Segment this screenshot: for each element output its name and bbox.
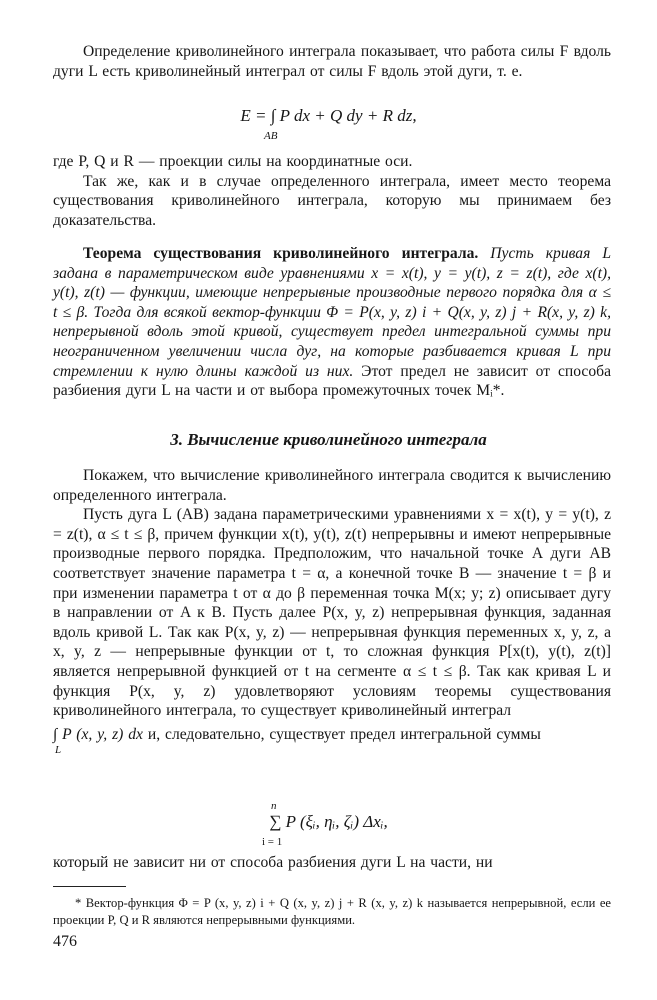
work-formula-subscript: AB [264, 130, 278, 142]
paragraph-work-definition: Определение криволинейного интеграла показывает, что работа силы F вдоль дуги L есть криволинейный интеграл от силы F вдоль этой дуги, т. е. [53, 43, 611, 80]
theorem-block [53, 244, 611, 401]
theorem-title: Теорема существования криволинейного интеграла. [83, 245, 479, 262]
work-formula-expression: E = ∫ P dx + Q dy + R dz, [240, 106, 417, 125]
section-body [53, 466, 611, 756]
work-formula [0, 106, 657, 142]
paragraph-existence-intro: Так же, как и в случае определенного интеграла, имеет место теорема существования криволинейного интеграла, которую мы принимаем без доказательства. [53, 172, 611, 229]
theorem-paragraph [53, 244, 611, 401]
paragraph-integral-line [53, 725, 611, 756]
sum-expression: ∑ P (ξᵢ, ηᵢ, ζᵢ) Δxᵢ, [269, 812, 388, 831]
last-line [53, 853, 611, 873]
paragraph-parametric-arc: Пусть дуга L (AB) задана параметрическими уравнениями x = x(t), y = y(t), z = z(t), α ≤ t ≤ β, причем функции x(t), y(t), z(t) непрерывны и имеют непрерывные производные первого порядка. Предположим, что начальной точке A дуги AB соответствует значение параметра t = α, а конечной точке B — значение t = β и при изменении параметра t от α до β переменная точка M(x; y; z) описывает дугу в направлении от A к B. Пусть далее P(x, y, z) непрерывная функция, заданная вдоль кривой L. Так как P(x, y, z) — непрерывная функция переменных x, y, z, а x, y, z — непрерывные функции от t, то сложная функция P[x(t), y(t), z(t)] является непрерывной функцией от t на сегменте α ≤ t ≤ β. Так как кривая L и функция P(x, y, z) удовлетворяют условиям теоремы существования криволинейного интеграла, то существует криволинейный интеграл [53, 506, 611, 720]
sum-lower-limit: i = 1 [262, 836, 283, 848]
paragraph-projections: где P, Q и R — проекции силы на координатные оси. [53, 153, 413, 170]
theorem-statement: Пусть кривая L задана в параметрическом виде уравнениями x = x(t), y = y(t), z = z(t), где x(t), y(t), z(t) — функции, имеющие непрерывные производные первого порядка для α ≤ t ≤ β. Тогда для всякой вектор-функции Φ = P(x, y, z) i + Q(x, y, z) j + R(x, y, z) k, непрерывной вдоль этой кривой, существует предел интегральной суммы при неограниченном увеличении числа дуг, на которые разбивается кривая L при стремлении к нулю длины каждой из них. [53, 245, 611, 380]
section-heading: 3. Вычисление криволинейного интеграла [170, 430, 487, 449]
line-integral-expression: ∫ P (x, y, z) dx [53, 725, 143, 743]
page-number: 476 [53, 933, 77, 950]
paragraph-continued: который не зависит ни от способа разбиения дуги L на части, ни [53, 854, 493, 871]
footnote [53, 895, 611, 929]
paragraph-show: Покажем, что вычисление криволинейного интеграла сводится к вычислению определенного интеграла. [53, 467, 611, 504]
line-integral-subscript: L [55, 743, 62, 756]
sum-upper-limit: n [271, 800, 277, 812]
intro-text [53, 42, 611, 81]
integral-sum-text: и, следовательно, существует предел интегральной суммы [147, 725, 541, 743]
footnote-divider [53, 886, 126, 887]
line-integral [53, 725, 143, 756]
footnote-text: * Вектор-функция Φ = P (x, y, z) i + Q (x, y, z) j + R (x, y, z) k называется непрерывной, если ее проекции P, Q и R являются непрерывными функциями. [53, 896, 611, 927]
existence-intro [53, 152, 611, 230]
integral-sum-formula [0, 800, 657, 848]
theorem-tail: Этот предел не зависит от способа разбиения дуги L на части и от выбора промежуточных точек Mᵢ*. [53, 362, 611, 400]
